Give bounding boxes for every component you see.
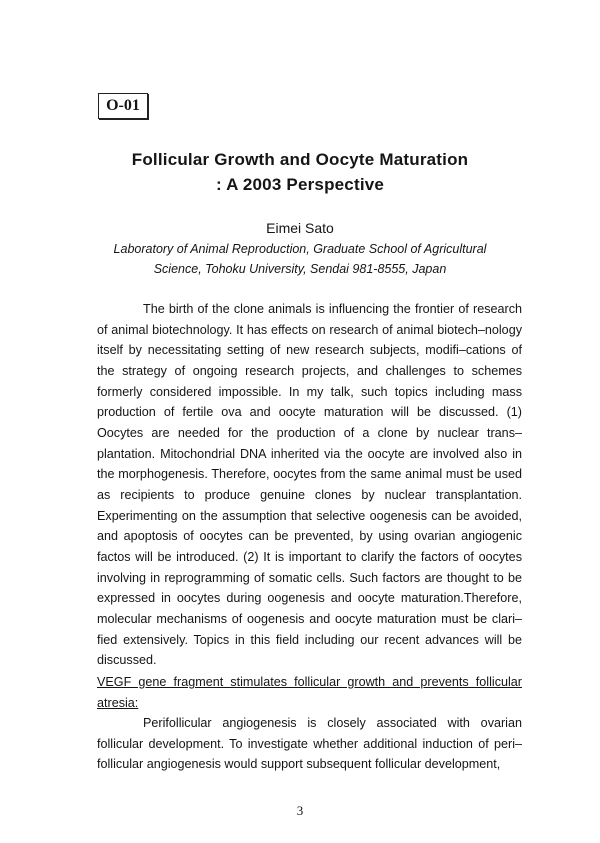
section-paragraph: Perifollicular angiogenesis is closely associated with ovarian follicular development. To investigate whether additional induction of peri–follicular angiogenesis would support subsequent follicular development, (97, 716, 522, 772)
page-number: 3 (296, 803, 304, 818)
author-name: Eimei Sato (266, 220, 334, 236)
abstract-paragraph: The birth of the clone animals is influencing the frontier of research of animal biotechnology. It has effects on research of animal biotech–nology itself by necessitating setting of new research subjects, modifi–cations of the strategy of ongoing research projects, and challenges to schemes formerly considered impossible. In my talk, such topics including mass production of fertile ova and oocyte maturation will be discussed. (1) Oocytes are needed for the production of a clone by nuclear trans–plantation. Mitochondrial DNA inherited via the oocyte are involved also in the morphogenesis. Therefore, oocytes from the same animal must be used as recipients to produce genuine clones by nuclear transplantation. Experimenting on the assumption that selective oogenesis can be avoided, and apoptosis of oocytes can be prevented, by using ovarian angiogenic factos will be introduced. (2) It is important to clarify the factors of oocytes involving in reprogramming of somatic cells. Such factors are thought to be expressed in oocytes during oogenesis and oocyte maturation.Therefore, molecular mechanisms of oogenesis and oocyte maturation must be clari–fied extensively. Topics in this field including our recent advances will be discussed. (97, 302, 522, 668)
section-heading: VEGF gene fragment stimulates follicular growth and prevents follicular atresia: (97, 675, 522, 710)
title-line-1: Follicular Growth and Oocyte Maturation (131, 150, 469, 169)
affiliation-line-2: Science, Tohoku University, Sendai 981-8555, Japan (153, 262, 447, 276)
affiliation-line-1: Laboratory of Animal Reproduction, Graduate School of Agricultural (113, 242, 487, 256)
title-line-2: : A 2003 Perspective (215, 175, 385, 194)
abstract-code-box: O-01 (98, 93, 148, 119)
